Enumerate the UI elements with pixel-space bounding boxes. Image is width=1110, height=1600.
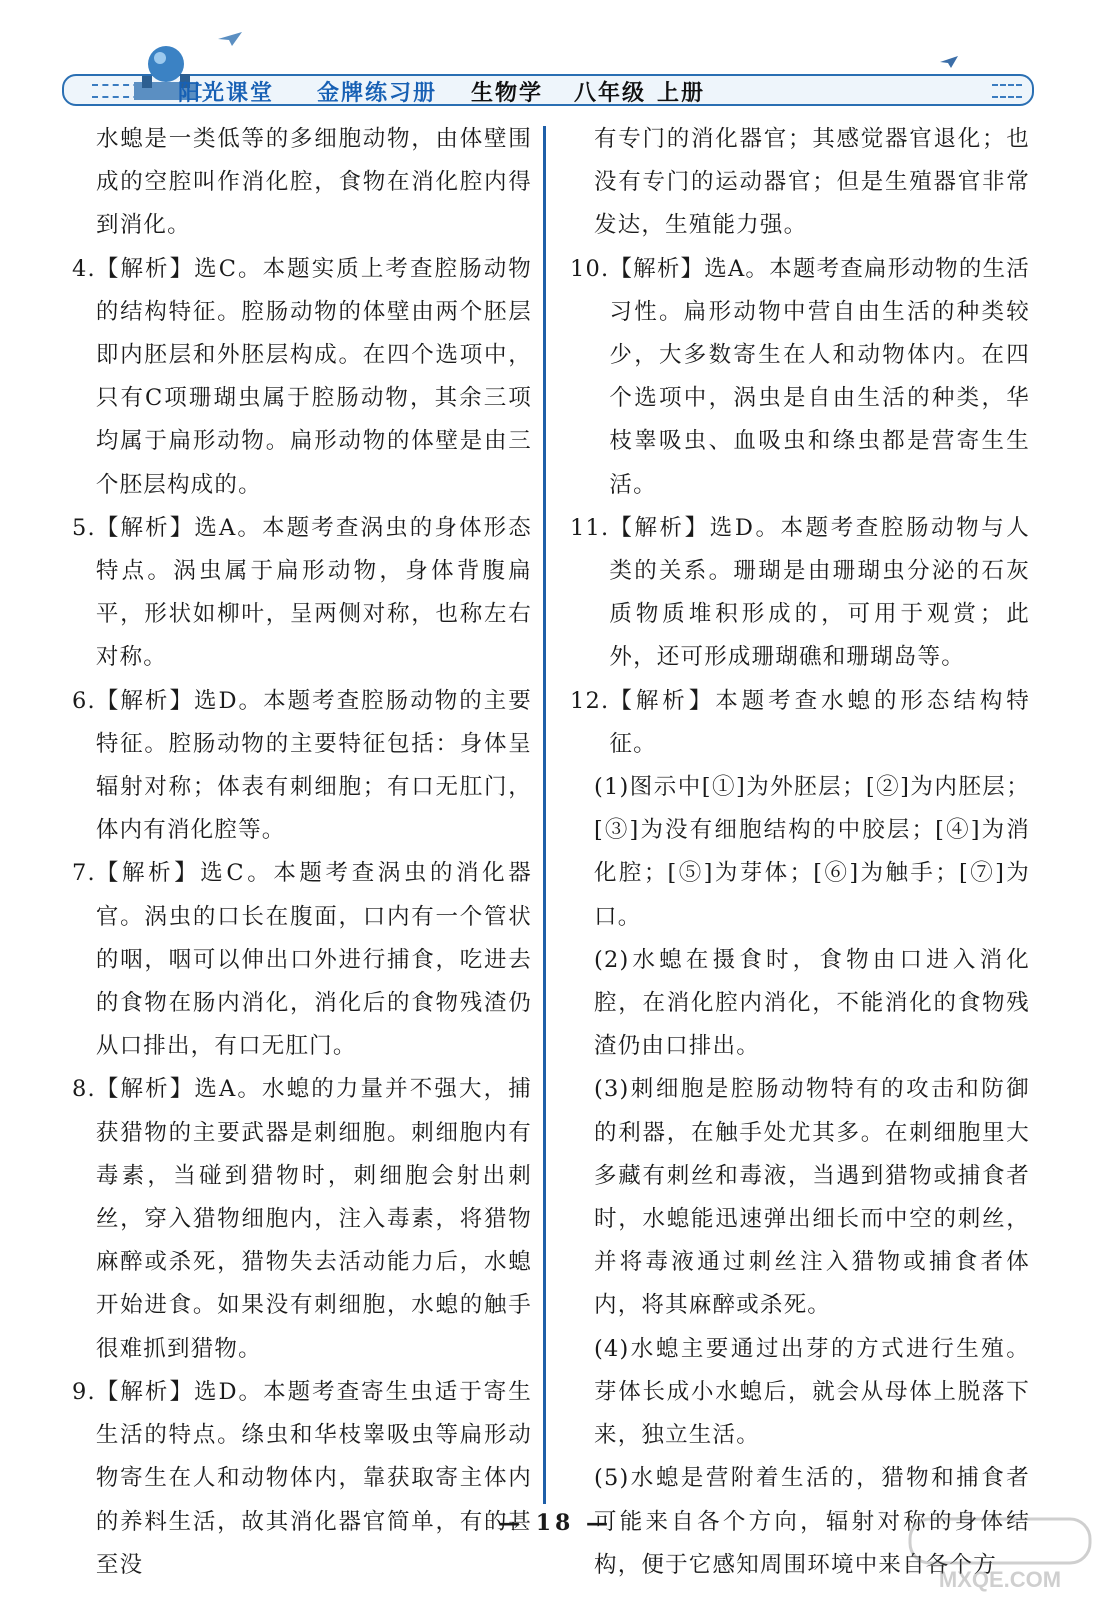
item-body [609, 248, 1030, 507]
item-body [96, 680, 532, 853]
answer-continuation: 有专门的消化器官；其感觉器官退化；也没有专门的运动器官；但是生殖器官非常发达，生殖能力强。 [594, 126, 1030, 239]
left-column [72, 118, 532, 1587]
analysis-tag: 【解析】 [95, 860, 201, 887]
sub-answer-3: (3)刺细胞是腔肠动物特有的攻击和防御的利器，在触手处尤其多。在刺细胞里大多藏有刺丝和毒液，当遇到猎物或捕食者时，水螅能迅速弹出细长而中空的刺丝，并将毒液通过刺丝注入猎物或捕食者体内，将其麻醉或杀死。 [594, 1076, 1030, 1319]
item-text: 选C。本题实质上考查腔肠动物的结构特征。腔肠动物的体壁由两个胚层即内胚层和外胚层构成。在四个选项中，只有C项珊瑚虫属于腔肠动物，其余三项均属于扁形动物。扁形动物的体壁是由三个胚层构成的。 [95, 255, 532, 498]
sub-answer-1: (1)图示中[①]为外胚层；[②]为内胚层；[③]为没有细胞结构的中胶层；[④]为消化腔；[⑤]为芽体；[⑥]为触手；[⑦]为口。 [594, 774, 1030, 930]
right-column [570, 118, 1030, 1587]
answer-item-8 [72, 1068, 532, 1370]
analysis-tag: 【解析】 [95, 1378, 194, 1405]
grade-label: 八年级 [574, 80, 647, 106]
answer-item-7 [72, 852, 532, 1068]
item-text: 选D。本题考查腔肠动物的主要特征。腔肠动物的主要特征包括：身体呈辐射对称；体表有刺细胞；有口无肛门，体内有消化腔等。 [95, 687, 532, 844]
item-number: 10. [570, 255, 610, 282]
item-body [96, 1371, 532, 1587]
analysis-tag: 【解析】 [609, 514, 710, 541]
item-body [96, 1068, 532, 1370]
item-text: 选A。本题考查涡虫的身体形态特点。涡虫属于扁形动物，身体背腹扁平，形状如柳叶，呈两侧对称，也称左右对称。 [95, 514, 532, 671]
item-text: 选A。本题考查扁形动物的生活习性。扁形动物中营自由生活的种类较少，大多数寄生在人和动物体内。在四个选项中，涡虫是自由生活的种类，华枝睾吸虫、血吸虫和绦虫都是营寄生生活。 [609, 255, 1030, 498]
item-body [609, 680, 1030, 766]
sub-answer-5: (5)水螅是营附着生活的，猎物和捕食者可能来自各个方向，辐射对称的身体结构，便于它感知周围环境中来自各个方 [594, 1465, 1030, 1578]
analysis-tag: 【解析】 [95, 514, 195, 541]
page-number: — 18 — [498, 1510, 612, 1536]
item-body [96, 852, 532, 1068]
item-text: 选A。水螅的力量并不强大，捕获猎物的主要武器是刺细胞。刺细胞内有毒素，当碰到猎物时，刺细胞会射出刺丝，穿入猎物细胞内，注入毒素，将猎物麻醉或杀死，猎物失去活动能力后，水螅开始进食。如果没有刺细胞，水螅的触手很难抓到猎物。 [95, 1076, 532, 1362]
analysis-tag: 【解析】 [95, 255, 195, 282]
analysis-tag: 【解析】 [609, 255, 705, 282]
item-text: 选D。本题考查寄生虫适于寄生生活的特点。绦虫和华枝睾吸虫等扁形动物寄生在人和动物体内，靠获取寄主体内的养料生活，故其消化器官简单，有的甚至没 [95, 1378, 532, 1578]
watermark-text: MXQE.COM [938, 1567, 1062, 1592]
item-body [96, 248, 532, 507]
answer-item-10 [570, 248, 1030, 507]
answer-item-12 [570, 680, 1030, 766]
answer-item-4 [72, 248, 532, 507]
item-number: 12. [570, 687, 610, 714]
paper-plane-icon [940, 56, 958, 68]
item-number: 8. [72, 1076, 96, 1103]
sub-answer-2: (2)水螅在摄食时，食物由口进入消化腔，在消化腔内消化，不能消化的食物残渣仍由口排出。 [594, 946, 1030, 1060]
answer-item-5 [72, 507, 532, 680]
watermark-logo [900, 1515, 1100, 1595]
item-number: 9. [72, 1378, 96, 1405]
item-body [609, 507, 1030, 680]
item-text: 本题考查水螅的形态结构特征。 [609, 687, 1030, 757]
answer-item-9 [72, 1371, 532, 1587]
item-number: 4. [72, 255, 96, 282]
column-divider [543, 126, 546, 1504]
item-number: 11. [570, 514, 610, 541]
answer-item-6 [72, 680, 532, 853]
volume-label: 上册 [657, 80, 706, 106]
item-number: 5. [72, 514, 96, 541]
item-text: 选D。本题考查腔肠动物与人类的关系。珊瑚是由珊瑚虫分泌的石灰质物质堆积形成的，可用于观赏；此外，还可形成珊瑚礁和珊瑚岛等。 [609, 514, 1030, 671]
analysis-tag: 【解析】 [95, 687, 194, 714]
item-number: 6. [72, 687, 96, 714]
item-text: 选C。本题考查涡虫的消化器官。涡虫的口长在腹面，口内有一个管状的咽，咽可以伸出口外进行捕食，吃进去的食物在肠内消化，消化后的食物残渣仍从口排出，有口无肛门。 [95, 860, 532, 1060]
sub-answer-4: (4)水螅主要通过出芽的方式进行生殖。芽体长成小水螅后，就会从母体上脱落下来，独立生活。 [594, 1335, 1030, 1449]
item-number: 7. [72, 860, 96, 887]
analysis-tag: 【解析】 [609, 687, 716, 714]
item-body [96, 507, 532, 680]
book-title: 金牌练习册 [317, 80, 438, 106]
analysis-tag: 【解析】 [95, 1076, 195, 1103]
paper-plane-icon [218, 32, 242, 46]
answer-continuation: 水螅是一类低等的多细胞动物，由体壁围成的空腔叫作消化腔，食物在消化腔内得到消化。 [96, 126, 532, 239]
answer-item-11 [570, 507, 1030, 680]
series-title: 阳光课堂 [178, 80, 275, 106]
subject-label: 生物学 [471, 80, 544, 106]
header-decor-lines-right [992, 84, 1022, 98]
page-header [62, 40, 1030, 108]
